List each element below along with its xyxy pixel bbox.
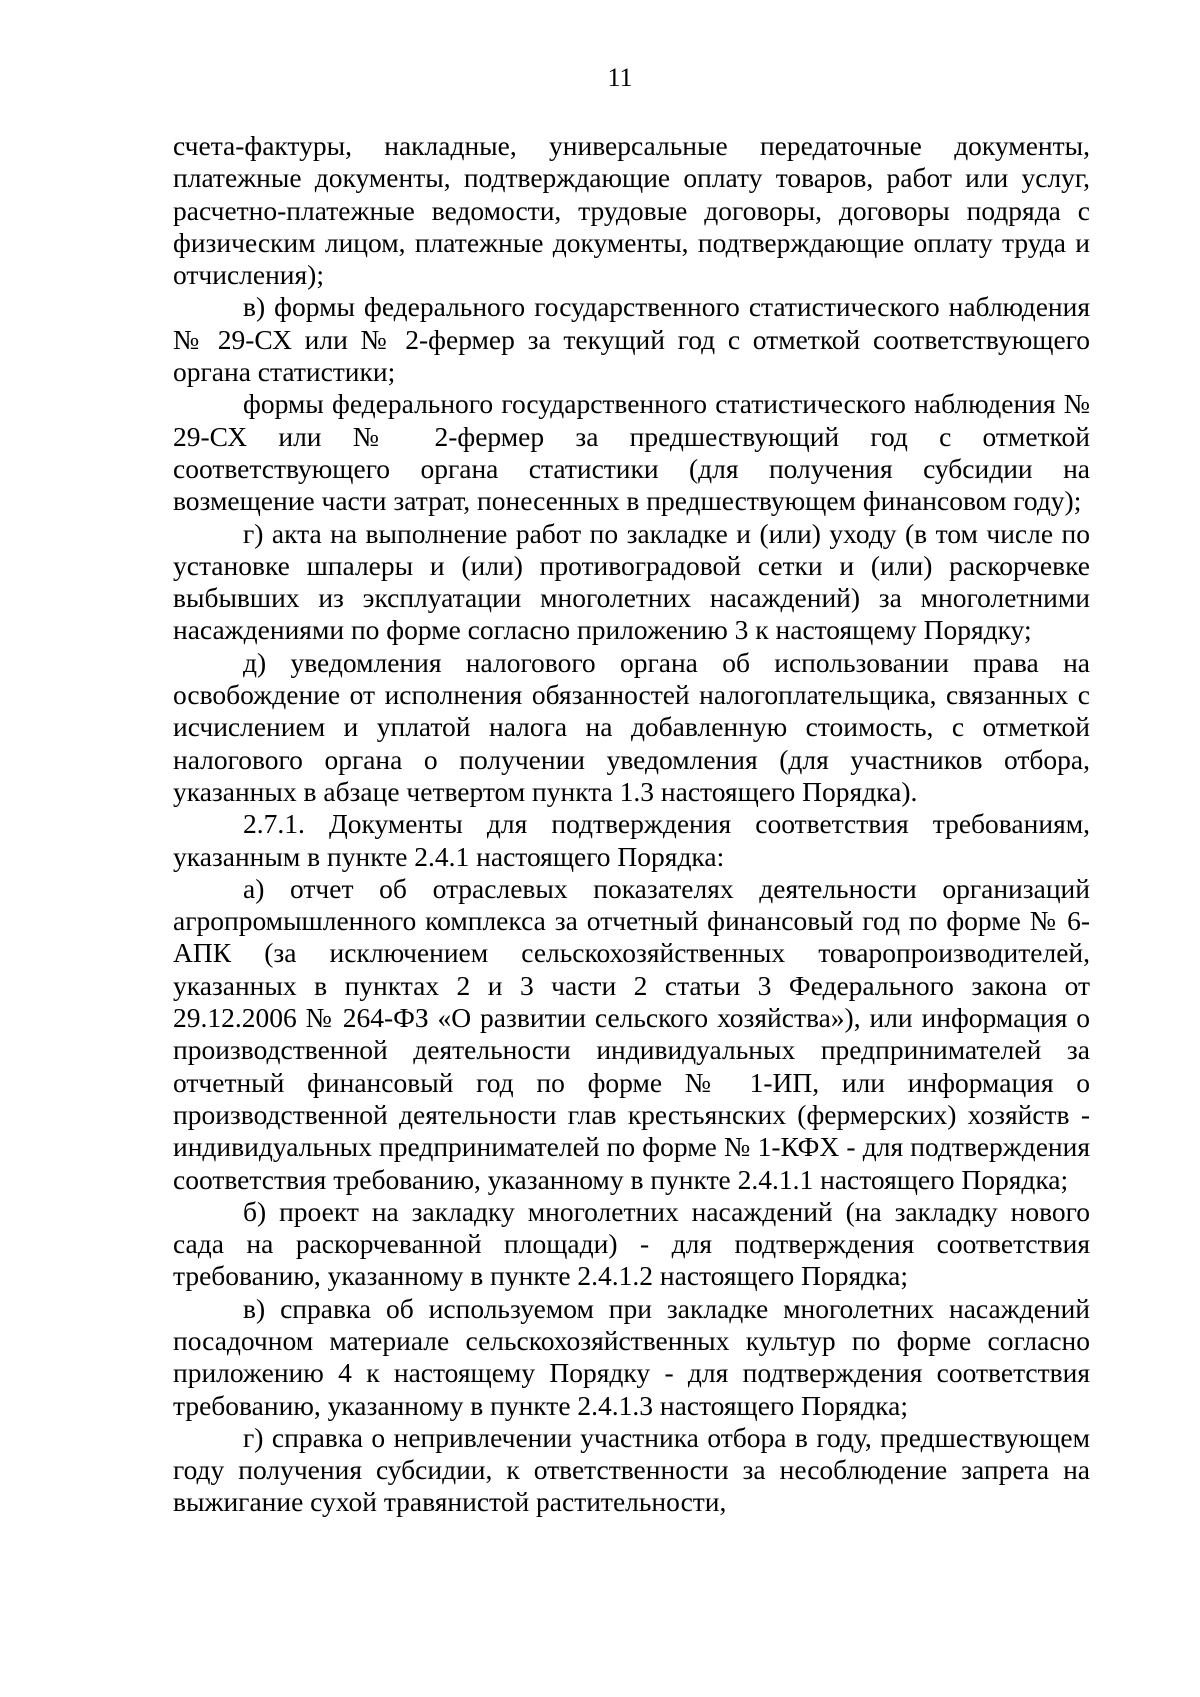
paragraph-item-b-project: б) проект на закладку многолетних насаждений (на закладку нового сада на раскорчеванной площади) - для подтверждения соответствия требованию, указанному в пункте 2.4.1.2 настоящего Порядка; xyxy=(173,1195,1090,1292)
paragraph-2-7-1: 2.7.1. Документы для подтверждения соответствия требованиям, указанным в пункте 2.4.1 настоящего Порядка: xyxy=(173,808,1090,872)
paragraph-item-a-report: а) отчет об отраслевых показателях деятельности организаций агропромышленного комплекса за отчетный финансовый год по форме № 6-АПК (за исключением сельскохозяйственных товаропроизводителей, указанных в пунктах 2 и 3 части 2 статьи 3 Федерального закона от 29.12.2006 № 264-ФЗ «О развитии сельского хозяйства»), или информация о производственной деятельности индивидуальных предпринимателей за отчетный финансовый год по форме № 1-ИП, или информация о производственной деятельности глав крестьянских (фермерских) хозяйств - индивидуальных предпринимателей по форме № 1-КФХ - для подтверждения соответствия требованию, указанному в пункте 2.4.1.1 настоящего Порядка; xyxy=(173,872,1090,1195)
paragraph-item-v-statistics: в) формы федерального государственного статистического наблюдения № 29-СХ или № 2-фермер за текущий год с отметкой соответствующего органа статистики; xyxy=(173,291,1090,388)
page-number: 11 xyxy=(607,63,633,92)
paragraph-item-d-tax-notice: д) уведомления налогового органа об использовании права на освобождение от исполнения обязанностей налогоплательщика, связанных с исчислением и уплатой налога на добавленную стоимость, с отметкой налогового органа о получении уведомления (для участников отбора, указанных в абзаце четвертом пункта 1.3 настоящего Порядка). xyxy=(173,646,1090,807)
document-body xyxy=(173,130,1090,1519)
paragraph-invoices: счета-фактуры, накладные, универсальные передаточные документы, платежные документы, подтверждающие оплату товаров, работ или услуг, расчетно-платежные ведомости, трудовые договоры, договоры подряда с физическим лицом, платежные документы, подтверждающие оплату труда и отчисления); xyxy=(173,130,1090,291)
paragraph-statistics-previous-year: формы федерального государственного статистического наблюдения № 29-СХ или № 2-фермер за предшествующий год с отметкой соответствующего органа статистики (для получения субсидии на возмещение части затрат, понесенных в предшествующем финансовом году); xyxy=(173,388,1090,517)
paragraph-item-g-work-act: г) акта на выполнение работ по закладке и (или) уходу (в том числе по установке шпалеры и (или) противоградовой сетки и (или) раскорчевке выбывших из эксплуатации многолетних насаждений) за многолетними насаждениями по форме согласно приложению 3 к настоящему Порядку; xyxy=(173,517,1090,646)
paragraph-item-v-certificate: в) справка об используемом при закладке многолетних насаждений посадочном материале сельскохозяйственных культур по форме согласно приложению 4 к настоящему Порядку - для подтверждения соответствия требованию, указанному в пункте 2.4.1.3 настоящего Порядка; xyxy=(173,1292,1090,1421)
paragraph-item-g-certificate: г) справка о непривлечении участника отбора в году, предшествующем году получения субсидии, к ответственности за несоблюдение запрета на выжигание сухой травянистой растительности, xyxy=(173,1421,1090,1518)
